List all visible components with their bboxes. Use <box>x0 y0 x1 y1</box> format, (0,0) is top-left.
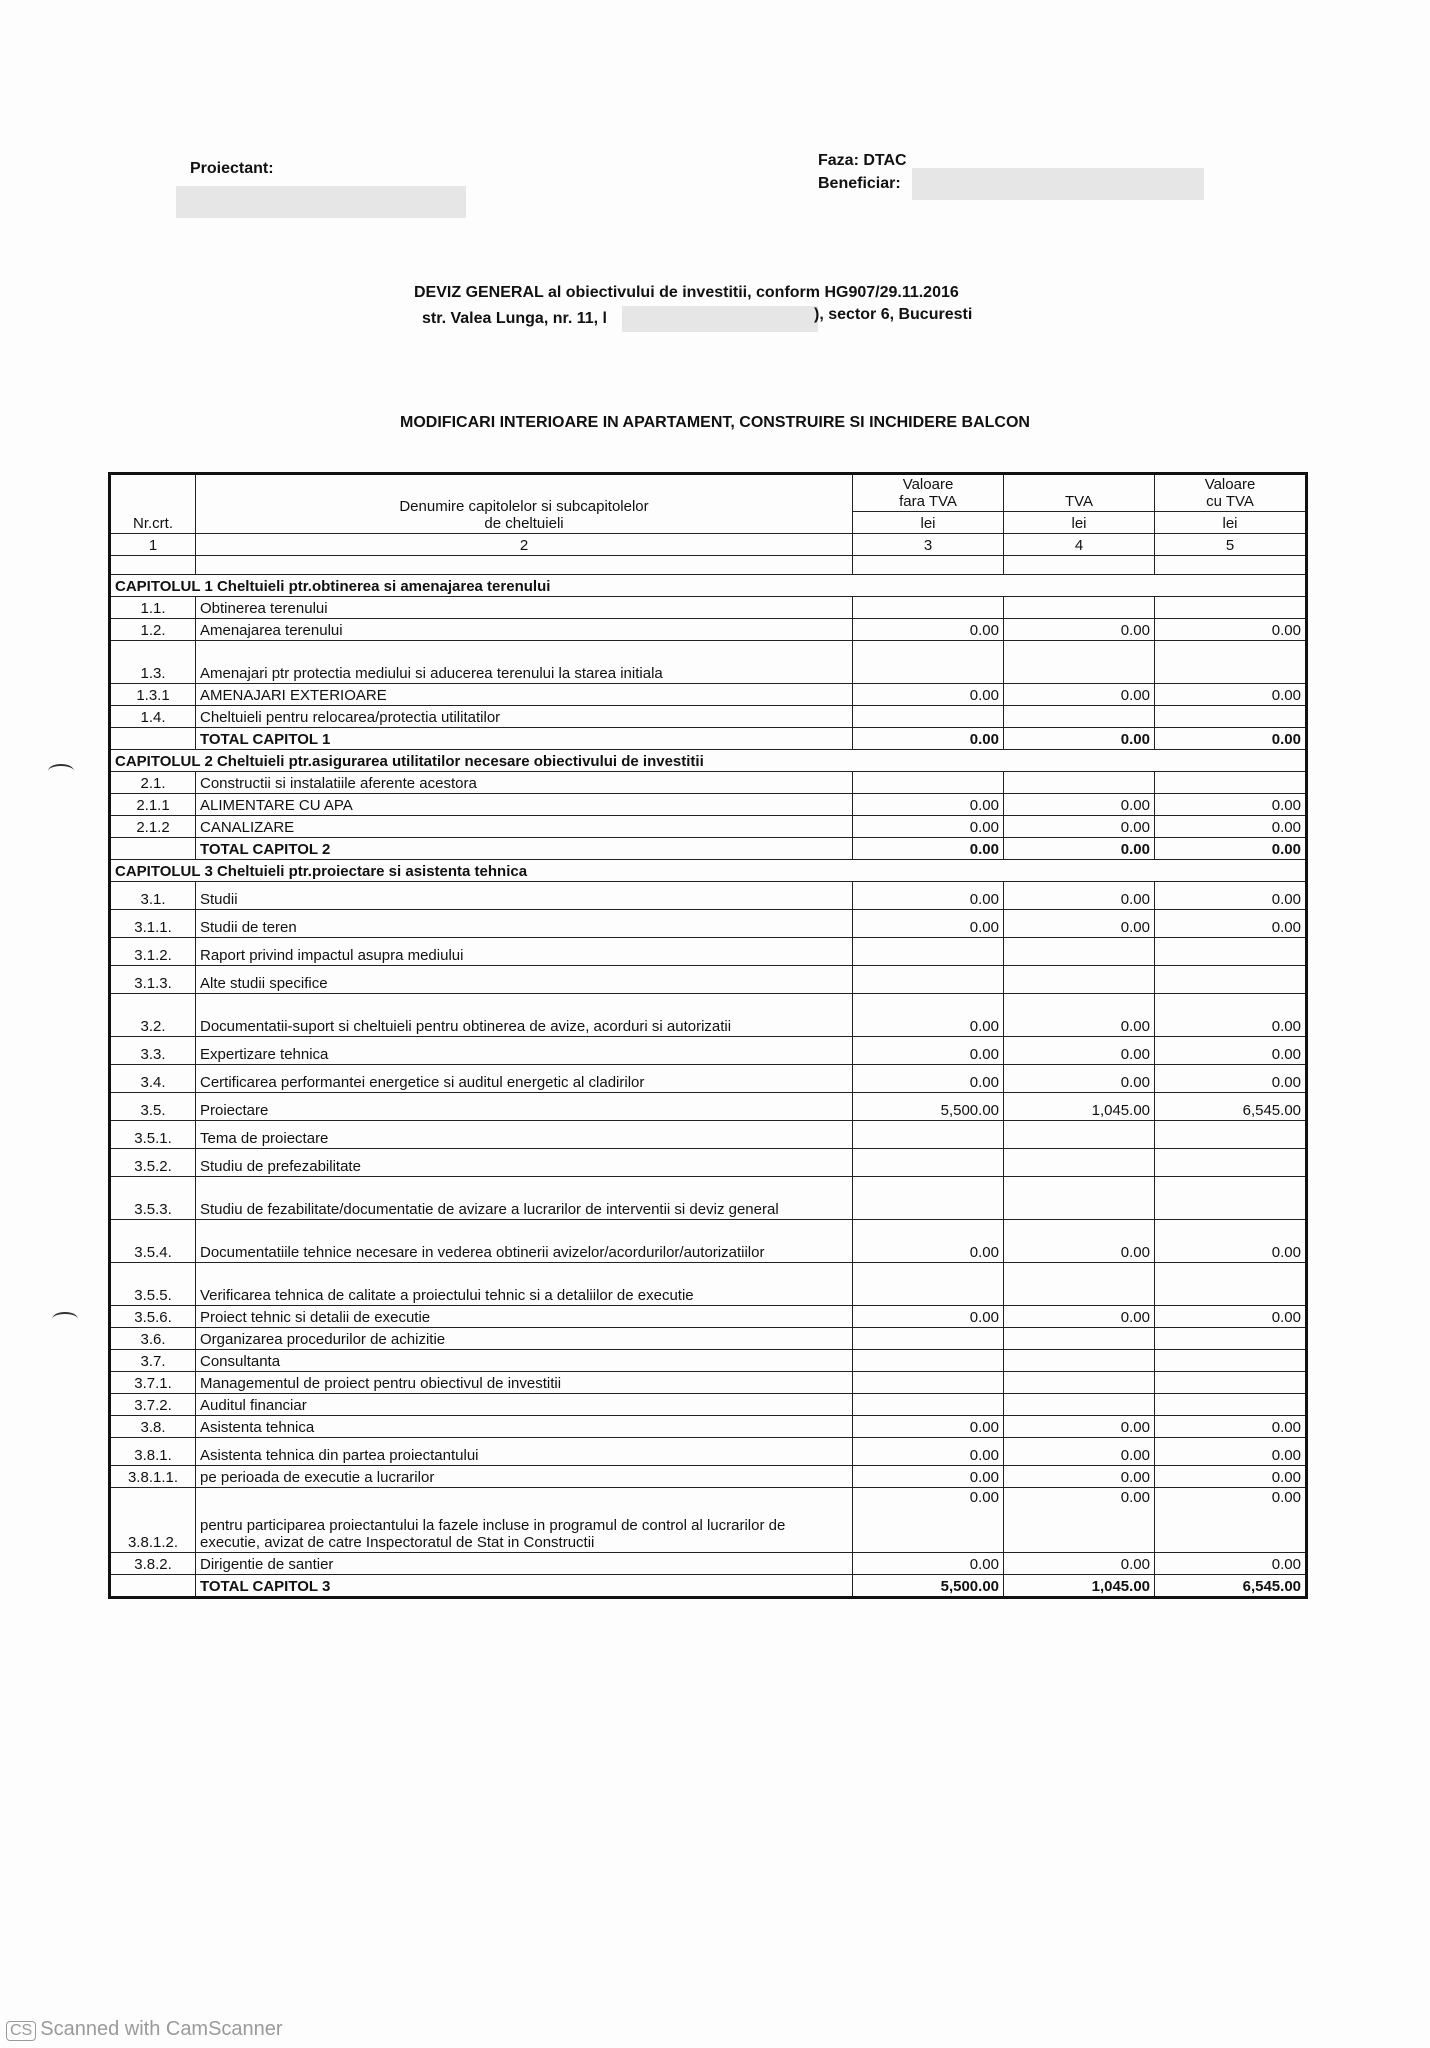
value-without-vat <box>853 1149 1004 1177</box>
row-number: 3.7.2. <box>110 1394 196 1416</box>
value-without-vat: 0.00 <box>853 1488 1004 1553</box>
camscanner-text: Scanned with CamScanner <box>40 2018 283 2040</box>
table-row <box>110 816 1307 838</box>
vat-value: 0.00 <box>1004 882 1155 910</box>
faza-label: Faza: DTAC <box>818 152 907 169</box>
row-description: Auditul financiar <box>196 1394 853 1416</box>
proiectant-label: Proiectant: <box>190 160 274 177</box>
row-number: 1.4. <box>110 706 196 728</box>
table-row <box>110 882 1307 910</box>
chapter-row <box>110 750 1307 772</box>
row-description: Certificarea performantei energetice si auditul energetic al cladirilor <box>196 1065 853 1093</box>
value-with-vat: 0.00 <box>1155 1416 1307 1438</box>
row-number: 3.5.5. <box>110 1263 196 1306</box>
vat-value: 0.00 <box>1004 1416 1155 1438</box>
row-number: 3.3. <box>110 1037 196 1065</box>
table-row <box>110 1488 1307 1553</box>
table-row <box>110 619 1307 641</box>
row-description: Studii de teren <box>196 910 853 938</box>
vat-value <box>1004 966 1155 994</box>
table-row <box>110 966 1307 994</box>
value-with-vat: 0.00 <box>1155 1220 1307 1263</box>
vat-value: 0.00 <box>1004 910 1155 938</box>
value-with-vat <box>1155 966 1307 994</box>
vat-value <box>1004 706 1155 728</box>
value-without-vat <box>853 1328 1004 1350</box>
value-without-vat: 0.00 <box>853 1065 1004 1093</box>
row-number <box>110 838 196 860</box>
row-description: ALIMENTARE CU APA <box>196 794 853 816</box>
row-description: Studiu de prefezabilitate <box>196 1149 853 1177</box>
value-with-vat <box>1155 1177 1307 1220</box>
table-row <box>110 772 1307 794</box>
vat-value: 1,045.00 <box>1004 1575 1155 1598</box>
header-valoare: Valoare fara TVA <box>853 474 1004 512</box>
value-with-vat: 0.00 <box>1155 838 1307 860</box>
value-with-vat: 0.00 <box>1155 1466 1307 1488</box>
table-row <box>110 1438 1307 1466</box>
row-number: 1.3.1 <box>110 684 196 706</box>
header-valoare-cu-tva: Valoare cu TVA <box>1155 474 1307 512</box>
table-row <box>110 1306 1307 1328</box>
value-with-vat: 0.00 <box>1155 816 1307 838</box>
table-row <box>110 938 1307 966</box>
unit-lei: lei <box>1155 512 1307 534</box>
value-without-vat <box>853 1121 1004 1149</box>
row-number: 3.1. <box>110 882 196 910</box>
row-number: 3.5.3. <box>110 1177 196 1220</box>
row-number <box>110 1575 196 1598</box>
row-number: 1.1. <box>110 597 196 619</box>
row-description: Managementul de proiect pentru obiectivul de investitii <box>196 1372 853 1394</box>
row-description: Asistenta tehnica din partea proiectantului <box>196 1438 853 1466</box>
value-without-vat <box>853 772 1004 794</box>
row-number: 3.7. <box>110 1350 196 1372</box>
index-cell: 3 <box>853 534 1004 556</box>
table-row <box>110 1263 1307 1306</box>
row-description: Alte studii specifice <box>196 966 853 994</box>
vat-value: 0.00 <box>1004 684 1155 706</box>
value-without-vat: 0.00 <box>853 838 1004 860</box>
header-denumire: Denumire capitolelor si subcapitolelor de cheltuieli <box>196 474 853 534</box>
vat-value: 0.00 <box>1004 1037 1155 1065</box>
row-description: Proiect tehnic si detalii de executie <box>196 1306 853 1328</box>
unit-lei: lei <box>853 512 1004 534</box>
row-number: 3.5. <box>110 1093 196 1121</box>
value-with-vat: 0.00 <box>1155 684 1307 706</box>
row-number: 3.4. <box>110 1065 196 1093</box>
row-number: 1.2. <box>110 619 196 641</box>
row-description: pe perioada de executie a lucrarilor <box>196 1466 853 1488</box>
row-number <box>110 728 196 750</box>
value-with-vat: 6,545.00 <box>1155 1093 1307 1121</box>
chapter-title: CAPITOLUL 3 Cheltuieli ptr.proiectare si asistenta tehnica <box>110 860 1307 882</box>
row-description: Raport privind impactul asupra mediului <box>196 938 853 966</box>
table-row <box>110 994 1307 1037</box>
value-without-vat <box>853 938 1004 966</box>
value-with-vat <box>1155 772 1307 794</box>
index-cell: 4 <box>1004 534 1155 556</box>
value-with-vat: 0.00 <box>1155 1488 1307 1553</box>
row-description: Dirigentie de santier <box>196 1553 853 1575</box>
value-with-vat: 6,545.00 <box>1155 1575 1307 1598</box>
chapter-row <box>110 575 1307 597</box>
row-description: Constructii si instalatiile aferente acestora <box>196 772 853 794</box>
value-without-vat: 0.00 <box>853 728 1004 750</box>
value-with-vat <box>1155 938 1307 966</box>
address-part1: str. Valea Lunga, nr. 11, l <box>422 310 607 327</box>
row-number: 3.5.4. <box>110 1220 196 1263</box>
row-description: Amenajari ptr protectia mediului si aducerea terenului la starea initiala <box>196 641 853 684</box>
value-with-vat: 0.00 <box>1155 1438 1307 1466</box>
value-without-vat <box>853 1372 1004 1394</box>
value-without-vat: 0.00 <box>853 816 1004 838</box>
row-description: Tema de proiectare <box>196 1121 853 1149</box>
vat-value: 0.00 <box>1004 1065 1155 1093</box>
value-with-vat: 0.00 <box>1155 994 1307 1037</box>
index-cell: 1 <box>110 534 196 556</box>
vat-value: 0.00 <box>1004 1553 1155 1575</box>
value-without-vat: 0.00 <box>853 1438 1004 1466</box>
row-description: AMENAJARI EXTERIOARE <box>196 684 853 706</box>
row-number: 3.8.1.2. <box>110 1488 196 1553</box>
row-description: Verificarea tehnica de calitate a proiectului tehnic si a detaliilor de executie <box>196 1263 853 1306</box>
value-with-vat: 0.00 <box>1155 794 1307 816</box>
row-number: 1.3. <box>110 641 196 684</box>
vat-value <box>1004 1372 1155 1394</box>
table-row <box>110 597 1307 619</box>
vat-value <box>1004 597 1155 619</box>
value-without-vat <box>853 706 1004 728</box>
value-with-vat <box>1155 597 1307 619</box>
table-row <box>110 684 1307 706</box>
row-description: TOTAL CAPITOL 1 <box>196 728 853 750</box>
value-without-vat: 0.00 <box>853 794 1004 816</box>
value-with-vat <box>1155 641 1307 684</box>
vat-value: 0.00 <box>1004 728 1155 750</box>
total-row <box>110 728 1307 750</box>
value-without-vat: 0.00 <box>853 619 1004 641</box>
beneficiar-label: Beneficiar: <box>818 175 901 192</box>
value-without-vat: 0.00 <box>853 1037 1004 1065</box>
value-with-vat <box>1155 1350 1307 1372</box>
value-with-vat: 0.00 <box>1155 1306 1307 1328</box>
vat-value <box>1004 1328 1155 1350</box>
vat-value: 1,045.00 <box>1004 1093 1155 1121</box>
row-description: Studii <box>196 882 853 910</box>
vat-value <box>1004 1177 1155 1220</box>
value-with-vat <box>1155 1328 1307 1350</box>
table-row <box>110 1372 1307 1394</box>
value-without-vat <box>853 1394 1004 1416</box>
row-number: 3.5.2. <box>110 1149 196 1177</box>
value-without-vat: 0.00 <box>853 1416 1004 1438</box>
value-with-vat: 0.00 <box>1155 882 1307 910</box>
row-number: 2.1. <box>110 772 196 794</box>
table-header-row <box>110 474 1307 512</box>
value-without-vat: 0.00 <box>853 684 1004 706</box>
value-without-vat: 5,500.00 <box>853 1093 1004 1121</box>
value-without-vat: 0.00 <box>853 1306 1004 1328</box>
chapter-title: CAPITOLUL 2 Cheltuieli ptr.asigurarea utilitatilor necesare obiectivului de investitii <box>110 750 1307 772</box>
value-with-vat: 0.00 <box>1155 910 1307 938</box>
row-number: 3.7.1. <box>110 1372 196 1394</box>
value-without-vat <box>853 597 1004 619</box>
unit-lei: lei <box>1004 512 1155 534</box>
row-description: TOTAL CAPITOL 2 <box>196 838 853 860</box>
table-row <box>110 794 1307 816</box>
project-subtitle: MODIFICARI INTERIOARE IN APARTAMENT, CONSTRUIRE SI INCHIDERE BALCON <box>400 414 1030 431</box>
table-row <box>110 1093 1307 1121</box>
vat-value <box>1004 772 1155 794</box>
index-cell: 5 <box>1155 534 1307 556</box>
value-with-vat: 0.00 <box>1155 1037 1307 1065</box>
value-with-vat <box>1155 706 1307 728</box>
deviz-title: DEVIZ GENERAL al obiectivului de investitii, conform HG907/29.11.2016 <box>414 284 959 301</box>
row-description: Expertizare tehnica <box>196 1037 853 1065</box>
table-row <box>110 1037 1307 1065</box>
value-without-vat: 0.00 <box>853 910 1004 938</box>
value-without-vat <box>853 1263 1004 1306</box>
redacted-proiectant <box>176 186 466 218</box>
vat-value: 0.00 <box>1004 838 1155 860</box>
address-part2: ), sector 6, Bucuresti <box>814 306 973 323</box>
row-description: Consultanta <box>196 1350 853 1372</box>
redacted-address <box>622 306 818 332</box>
table-spacer-row <box>110 556 1307 575</box>
vat-value: 0.00 <box>1004 619 1155 641</box>
table-row <box>110 706 1307 728</box>
row-number: 3.1.2. <box>110 938 196 966</box>
row-number: 3.8. <box>110 1416 196 1438</box>
chapter-row <box>110 860 1307 882</box>
row-number: 3.8.1.1. <box>110 1466 196 1488</box>
deviz-table <box>108 472 1308 1599</box>
table-row <box>110 1121 1307 1149</box>
table-row <box>110 1065 1307 1093</box>
row-description: Amenajarea terenului <box>196 619 853 641</box>
total-row <box>110 838 1307 860</box>
vat-value <box>1004 1149 1155 1177</box>
table-row <box>110 1394 1307 1416</box>
row-number: 2.1.1 <box>110 794 196 816</box>
row-description: Studiu de fezabilitate/documentatie de avizare a lucrarilor de interventii si deviz general <box>196 1177 853 1220</box>
row-description: Documentatiile tehnice necesare in vederea obtinerii avizelor/acordurilor/autorizatiilor <box>196 1220 853 1263</box>
row-number: 3.1.3. <box>110 966 196 994</box>
value-without-vat <box>853 1177 1004 1220</box>
row-number: 3.8.1. <box>110 1438 196 1466</box>
vat-value: 0.00 <box>1004 1438 1155 1466</box>
vat-value: 0.00 <box>1004 1306 1155 1328</box>
index-cell: 2 <box>196 534 853 556</box>
table-row <box>110 1177 1307 1220</box>
value-with-vat: 0.00 <box>1155 1553 1307 1575</box>
vat-value: 0.00 <box>1004 1466 1155 1488</box>
row-description: pentru participarea proiectantului la fazele incluse in programul de control al lucrarilor de executie, avizat de catre Inspectoratul de Stat in Constructii <box>196 1488 853 1553</box>
table-row <box>110 1350 1307 1372</box>
table-row <box>110 1220 1307 1263</box>
value-without-vat: 0.00 <box>853 1220 1004 1263</box>
row-number: 3.6. <box>110 1328 196 1350</box>
value-without-vat: 0.00 <box>853 1466 1004 1488</box>
margin-scan-mark <box>48 764 74 778</box>
table-row <box>110 1328 1307 1350</box>
value-with-vat: 0.00 <box>1155 619 1307 641</box>
table-row <box>110 1553 1307 1575</box>
table-row <box>110 1416 1307 1438</box>
total-row <box>110 1575 1307 1598</box>
vat-value <box>1004 938 1155 966</box>
row-description: Cheltuieli pentru relocarea/protectia utilitatilor <box>196 706 853 728</box>
vat-value: 0.00 <box>1004 794 1155 816</box>
table-row <box>110 1466 1307 1488</box>
value-with-vat <box>1155 1263 1307 1306</box>
vat-value <box>1004 1394 1155 1416</box>
vat-value: 0.00 <box>1004 1220 1155 1263</box>
table-row <box>110 910 1307 938</box>
value-with-vat <box>1155 1372 1307 1394</box>
value-without-vat: 0.00 <box>853 882 1004 910</box>
value-with-vat: 0.00 <box>1155 728 1307 750</box>
table-index-row <box>110 534 1307 556</box>
camscanner-logo: CS <box>6 2021 36 2041</box>
vat-value: 0.00 <box>1004 1488 1155 1553</box>
row-number: 2.1.2 <box>110 816 196 838</box>
vat-value: 0.00 <box>1004 816 1155 838</box>
row-description: TOTAL CAPITOL 3 <box>196 1575 853 1598</box>
row-description: Organizarea procedurilor de achizitie <box>196 1328 853 1350</box>
table-row <box>110 1149 1307 1177</box>
row-description: CANALIZARE <box>196 816 853 838</box>
value-without-vat: 0.00 <box>853 994 1004 1037</box>
redacted-beneficiar <box>912 168 1204 200</box>
value-without-vat: 0.00 <box>853 1553 1004 1575</box>
row-number: 3.5.6. <box>110 1306 196 1328</box>
vat-value <box>1004 1121 1155 1149</box>
chapter-title: CAPITOLUL 1 Cheltuieli ptr.obtinerea si amenajarea terenului <box>110 575 1307 597</box>
camscanner-watermark <box>6 2018 283 2041</box>
vat-value <box>1004 641 1155 684</box>
row-description: Documentatii-suport si cheltuieli pentru obtinerea de avize, acorduri si autorizatii <box>196 994 853 1037</box>
margin-scan-mark <box>52 1312 78 1326</box>
row-description: Proiectare <box>196 1093 853 1121</box>
value-with-vat <box>1155 1149 1307 1177</box>
row-number: 3.1.1. <box>110 910 196 938</box>
vat-value <box>1004 1350 1155 1372</box>
row-number: 3.5.1. <box>110 1121 196 1149</box>
vat-value: 0.00 <box>1004 994 1155 1037</box>
row-description: Asistenta tehnica <box>196 1416 853 1438</box>
row-number: 3.2. <box>110 994 196 1037</box>
vat-value <box>1004 1263 1155 1306</box>
row-description: Obtinerea terenului <box>196 597 853 619</box>
value-without-vat <box>853 1350 1004 1372</box>
value-without-vat <box>853 966 1004 994</box>
header-tva: TVA <box>1004 474 1155 512</box>
row-number: 3.8.2. <box>110 1553 196 1575</box>
value-without-vat <box>853 641 1004 684</box>
value-without-vat: 5,500.00 <box>853 1575 1004 1598</box>
value-with-vat <box>1155 1394 1307 1416</box>
value-with-vat <box>1155 1121 1307 1149</box>
value-with-vat: 0.00 <box>1155 1065 1307 1093</box>
table-row <box>110 641 1307 684</box>
header-nr: Nr.crt. <box>110 474 196 534</box>
